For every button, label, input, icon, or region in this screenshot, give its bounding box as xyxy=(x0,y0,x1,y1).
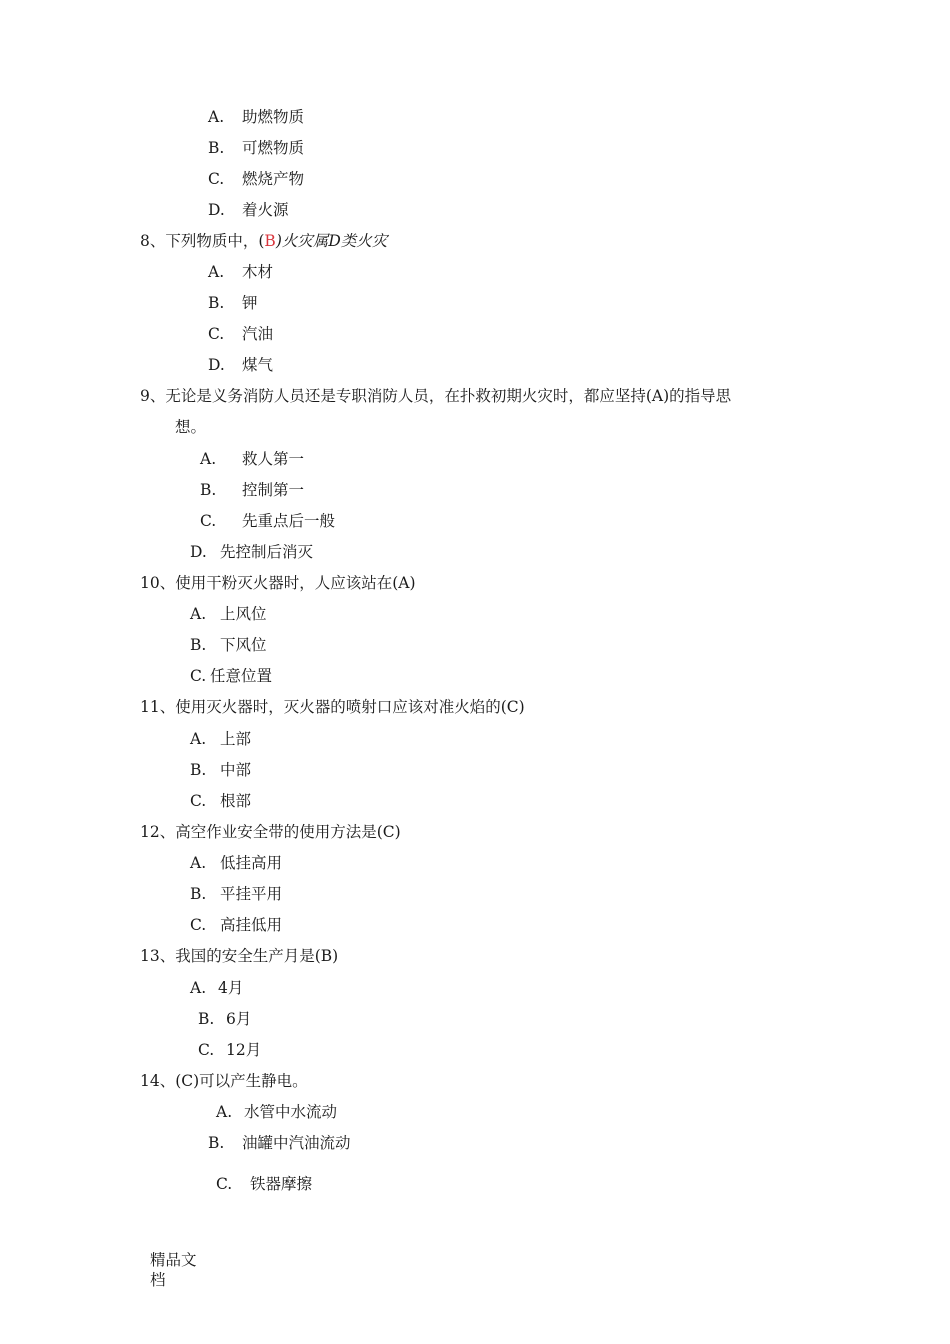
option-text: 水管中水流动 xyxy=(244,1103,338,1121)
question-11: 11、使用灭火器时，灭火器的喷射口应该对准火焰的(C) xyxy=(140,698,525,716)
option-text: 可燃物质 xyxy=(242,139,305,157)
option-text: 木材 xyxy=(242,263,274,281)
q14-option-b xyxy=(208,1133,351,1153)
footer-label xyxy=(150,1250,210,1290)
option-letter: B. xyxy=(208,139,225,157)
option-letter: C. xyxy=(208,325,225,343)
option-letter: C. xyxy=(216,1175,233,1193)
footer-line-2: 档 xyxy=(150,1271,166,1289)
question-8 xyxy=(140,231,387,251)
option-text: 铁器摩擦 xyxy=(250,1175,313,1193)
option-text: 低挂高用 xyxy=(220,854,283,872)
q9-option-a xyxy=(200,449,304,469)
question-13: 13、我国的安全生产月是(B) xyxy=(140,947,339,965)
option-text: 12月 xyxy=(226,1041,262,1059)
option-letter: A. xyxy=(190,854,207,872)
option-letter: D. xyxy=(208,356,225,374)
option-text: 4月 xyxy=(218,979,244,997)
option-text: 平挂平用 xyxy=(220,885,283,903)
option-text: 燃烧产物 xyxy=(242,170,305,188)
q13-option-a xyxy=(190,978,243,998)
option-letter: B. xyxy=(190,636,207,654)
option-letter: C. xyxy=(208,170,225,188)
q7-option-a xyxy=(208,107,304,127)
option-text: 助燃物质 xyxy=(242,108,305,126)
question-9-line-1: 9、无论是义务消防人员还是专职消防人员，在扑救初期火灾时，都应坚持(A)的指导思 xyxy=(140,387,732,405)
option-letter: B. xyxy=(208,1134,225,1152)
option-letter: A. xyxy=(208,263,225,281)
option-text: 高挂低用 xyxy=(220,916,283,934)
option-letter: D. xyxy=(190,543,207,561)
q9-option-b xyxy=(200,480,304,500)
option-letter: C. xyxy=(190,667,207,685)
q14-option-a xyxy=(216,1102,337,1122)
option-text: 着火源 xyxy=(242,201,289,219)
question-10: 10、使用干粉灭火器时，人应该站在(A) xyxy=(140,574,416,592)
question-14: 14、(C)可以产生静电。 xyxy=(140,1072,308,1090)
q14-option-c xyxy=(216,1174,312,1194)
q12-option-a xyxy=(190,853,282,873)
option-letter: C. xyxy=(190,916,207,934)
q7-option-d xyxy=(208,200,289,220)
option-text: 煤气 xyxy=(242,356,274,374)
q9-option-d xyxy=(190,542,313,562)
option-text: 汽油 xyxy=(242,325,274,343)
q7-option-b xyxy=(208,138,304,158)
option-text: 6月 xyxy=(226,1010,252,1028)
option-letter: B. xyxy=(190,885,207,903)
option-letter: B. xyxy=(190,761,207,779)
option-text: 任意位置 xyxy=(210,667,273,685)
option-text: 钾 xyxy=(242,294,258,312)
option-text: 先重点后一般 xyxy=(242,512,336,530)
q11-option-a xyxy=(190,729,251,749)
option-letter: A. xyxy=(208,108,225,126)
option-letter: C. xyxy=(198,1041,215,1059)
question-12: 12、高空作业安全带的使用方法是(C) xyxy=(140,823,401,841)
option-text: 中部 xyxy=(220,761,252,779)
option-letter: C. xyxy=(200,512,217,530)
q8-option-c xyxy=(208,324,273,344)
option-text: 根部 xyxy=(220,792,252,810)
option-text: 油罐中汽油流动 xyxy=(242,1134,351,1152)
footer-line-1: 精品文 xyxy=(150,1251,197,1269)
option-text: 控制第一 xyxy=(242,481,305,499)
q12-option-b xyxy=(190,884,282,904)
question-8-prefix: 8、下列物质中，( xyxy=(140,232,265,250)
option-letter: A. xyxy=(190,730,207,748)
q8-option-d xyxy=(208,355,273,375)
option-text: 救人第一 xyxy=(242,450,305,468)
q8-option-a xyxy=(208,262,273,282)
q7-option-c xyxy=(208,169,304,189)
q12-option-c xyxy=(190,915,282,935)
option-letter: B. xyxy=(200,481,217,499)
option-letter: B. xyxy=(208,294,225,312)
option-text: 先控制后消灭 xyxy=(220,543,314,561)
q10-option-c xyxy=(190,666,272,686)
question-9-line-2: 想。 xyxy=(175,418,207,436)
question-8-suffix: )火灾属D类火灾 xyxy=(275,232,388,250)
q9-option-c xyxy=(200,511,335,531)
q10-option-b xyxy=(190,635,267,655)
q13-option-c xyxy=(198,1040,261,1060)
option-text: 下风位 xyxy=(220,636,267,654)
q10-option-a xyxy=(190,604,267,624)
option-letter: A. xyxy=(200,450,217,468)
option-text: 上风位 xyxy=(220,605,267,623)
option-letter: A. xyxy=(190,605,207,623)
option-letter: B. xyxy=(198,1010,215,1028)
option-text: 上部 xyxy=(220,730,252,748)
q13-option-b xyxy=(198,1009,251,1029)
q11-option-c xyxy=(190,791,251,811)
option-letter: A. xyxy=(190,979,207,997)
option-letter: D. xyxy=(208,201,225,219)
question-8-answer: B xyxy=(264,232,276,250)
q11-option-b xyxy=(190,760,251,780)
option-letter: C. xyxy=(190,792,207,810)
q8-option-b xyxy=(208,293,258,313)
option-letter: A. xyxy=(216,1103,233,1121)
